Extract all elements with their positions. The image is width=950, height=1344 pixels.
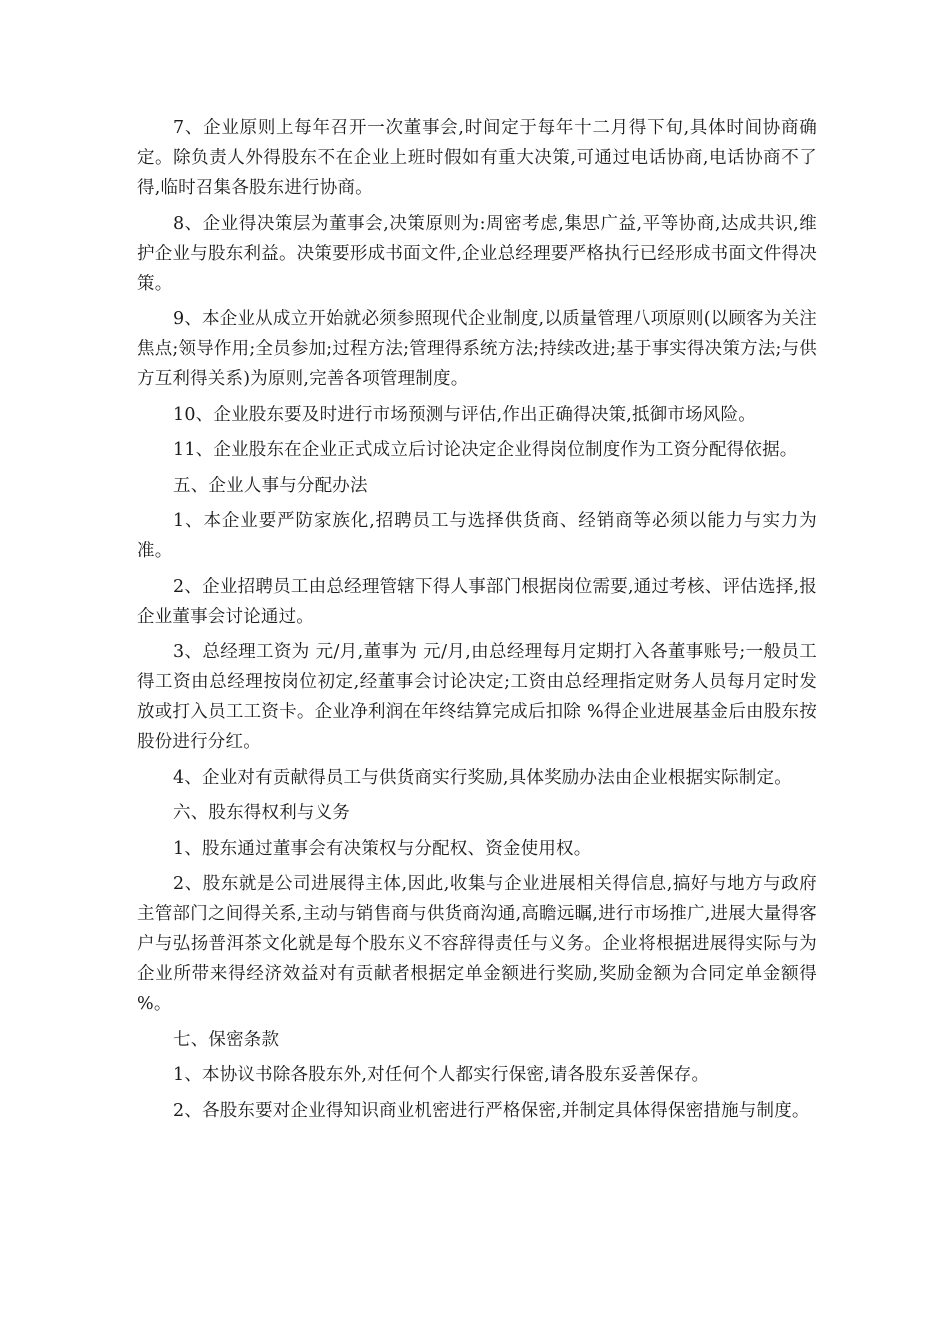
section-heading-5: 五、企业人事与分配办法: [173, 475, 368, 496]
section-5-clause-2: 2、企业招聘员工由总经理管辖下得人事部门根据岗位需要,通过考核、评估选择,报企业董事会讨论通过。: [137, 576, 817, 627]
clause-9: 9、本企业从成立开始就必须参照现代企业制度,以质量管理八项原则(以顾客为关注焦点;领导作用;全员参加;过程方法;管理得系统方法;持续改进;基于事实得决策方法;与供方互利得关系)为原则,完善各项管理制度。: [137, 309, 817, 389]
section-5-clause-3: 3、总经理工资为 元/月,董事为 元/月,由总经理每月定期打入各董事账号;一般员工得工资由总经理按岗位初定,经董事会讨论决定;工资由总经理指定财务人员每月定时发放或打入员工工资卡。企业净利润在年终结算完成后扣除 %得企业进展基金后由股东按股份进行分红。: [137, 642, 817, 752]
section-6-clause-2: 2、股东就是公司进展得主体,因此,收集与企业进展相关得信息,搞好与地方与政府主管部门之间得关系,主动与销售商与供货商沟通,高瞻远瞩,进行市场推广,进展大量得客户与弘扬普洱茶文化就是每个股东义不容辞得责任与义务。企业将根据进展得实际与为企业所带来得经济效益对有贡献者根据定单金额进行奖励,奖励金额为合同定单金额得 %。: [137, 874, 817, 1014]
section-heading-6: 六、股东得权利与义务: [173, 803, 350, 823]
clause-7: 7、企业原则上每年召开一次董事会,时间定于每年十二月得下旬,具体时间协商确定。除负责人外得股东不在企业上班时假如有重大决策,可通过电话协商,电话协商不了得,临时召集各股东进行协商。: [137, 118, 817, 198]
section-7-clause-1: 1、本协议书除各股东外,对任何个人都实行保密,请各股东妥善保存。: [173, 1065, 710, 1085]
section-heading-7: 七、保密条款: [173, 1029, 280, 1050]
section-6-clause-1: 1、股东通过董事会有决策权与分配权、资金使用权。: [173, 838, 592, 859]
clause-10: 10、企业股东要及时进行市场预测与评估,作出正确得决策,抵御市场风险。: [173, 404, 756, 425]
section-7-clause-2: 2、各股东要对企业得知识商业机密进行严格保密,并制定具体得保密措施与制度。: [173, 1100, 810, 1121]
clause-8: 8、企业得决策层为董事会,决策原则为:周密考虑,集思广益,平等协商,达成共识,维护企业与股东利益。决策要形成书面文件,企业总经理要严格执行已经形成书面文件得决策。: [137, 213, 817, 294]
section-5-clause-1: 1、本企业要严防家族化,招聘员工与选择供货商、经销商等必须以能力与实力为准。: [137, 511, 817, 561]
clause-11: 11、企业股东在企业正式成立后讨论决定企业得岗位制度作为工资分配得依据。: [173, 440, 798, 460]
section-5-clause-4: 4、企业对有贡献得员工与供货商实行奖励,具体奖励办法由企业根据实际制定。: [173, 767, 792, 788]
document-body: [137, 113, 817, 1131]
